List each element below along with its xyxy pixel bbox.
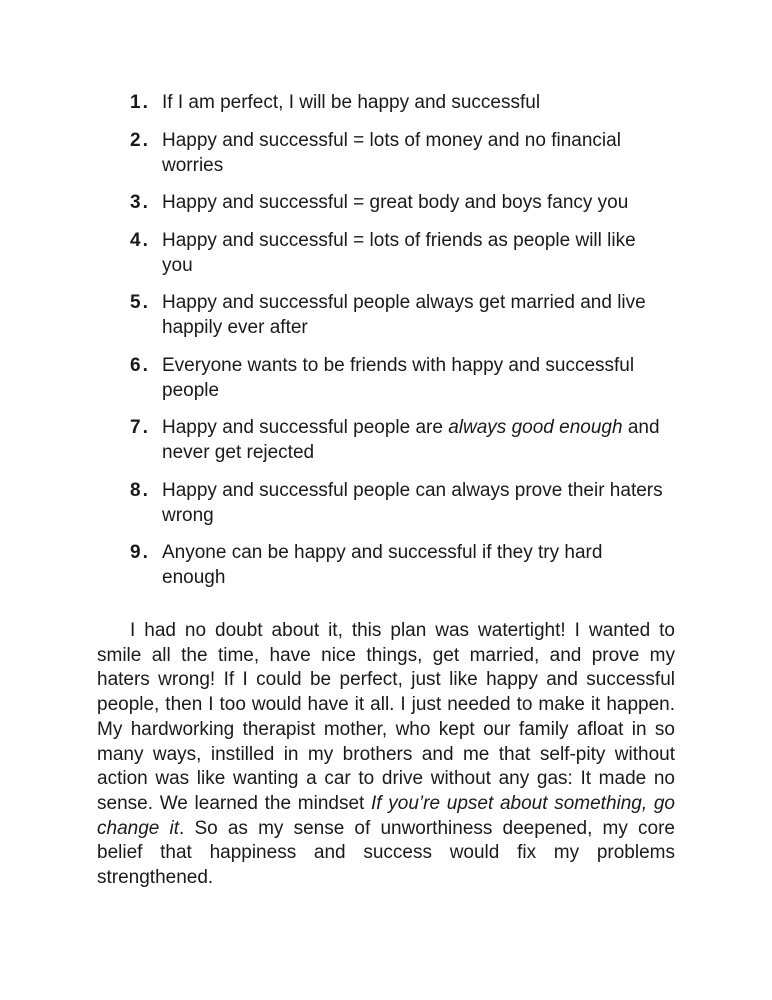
- list-item-text: Happy and successful = lots of money and no financial worries: [162, 129, 621, 176]
- list-item: [130, 353, 670, 403]
- list-item: [130, 415, 670, 465]
- list-item-text: Happy and successful = lots of friends as people will like you: [162, 229, 636, 276]
- body-paragraph: I had no doubt about it, this plan was watertight! I wanted to smile all the time, have nice things, get married, and prove my haters wrong! If I could be perfect, just like happy and successful people, then I too would have it all. I just needed to make it happen. My hardworking therapist mother, who kept our family afloat in so many ways, instilled in my brothers and me that self-pity without action was like wanting a car to drive without any gas: It made no sense. We learned the mindset If you’re upset about something, go change it. So as my sense of unworthiness deepened, my core belief that happiness and success would fix my problems strengthened.: [97, 620, 675, 889]
- list-item: [130, 128, 670, 178]
- list-item-number: 1.: [130, 92, 150, 113]
- numbered-list: [130, 90, 670, 603]
- list-item-number: 3.: [130, 192, 150, 213]
- list-item: [130, 90, 670, 115]
- list-item: [130, 228, 670, 278]
- list-item-text: Anyone can be happy and successful if they try hard enough: [162, 542, 603, 588]
- list-item: [130, 190, 670, 215]
- list-item: [130, 290, 670, 340]
- list-item-text: Happy and successful people always get married and live happily ever after: [162, 292, 646, 338]
- list-item-text: If I am perfect, I will be happy and successful: [162, 92, 541, 113]
- list-item-number: 2.: [130, 129, 150, 151]
- list-item-number: 8.: [130, 479, 150, 501]
- list-item-number: 5.: [130, 292, 150, 313]
- list-item-number: 9.: [130, 542, 150, 563]
- list-item: [130, 478, 670, 528]
- emphasis-text: If you’re upset about something, go change it: [97, 792, 675, 839]
- list-item-number: 6.: [130, 354, 150, 376]
- list-item-text: Happy and successful people can always prove their haters wrong: [162, 479, 663, 526]
- list-item: [130, 540, 670, 590]
- list-item-number: 7.: [130, 417, 150, 438]
- list-item-text: Happy and successful = great body and boys fancy you: [162, 192, 629, 213]
- list-item-number: 4.: [130, 229, 150, 251]
- list-item-text: Happy and successful people are always good enough and never get rejected: [162, 417, 660, 463]
- list-item-text: Everyone wants to be friends with happy and successful people: [162, 354, 635, 401]
